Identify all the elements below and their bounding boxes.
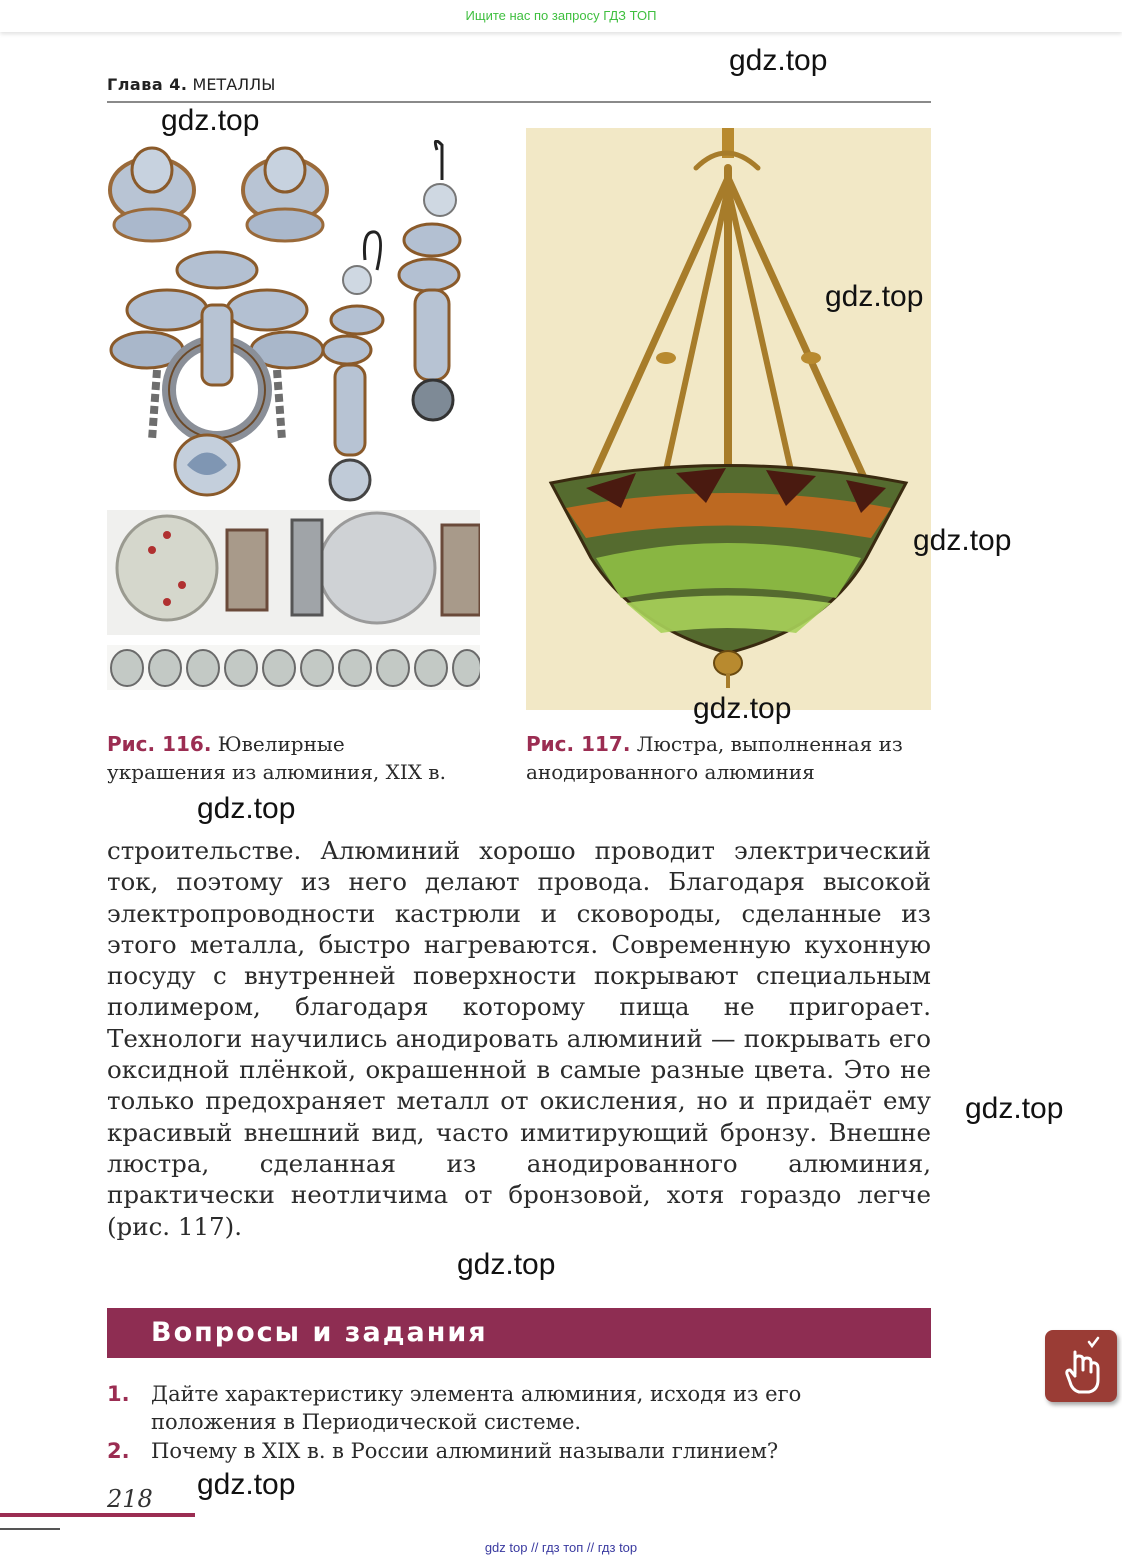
figure-116-caption-text: Ювелирные украшения из алюминия, XIX в.	[107, 732, 446, 784]
top-banner-text[interactable]: Ищите нас по запросу ГДЗ ТОП	[465, 8, 657, 23]
chapter-title: МЕТАЛЛЫ	[192, 75, 276, 94]
question-number: 1.	[107, 1382, 130, 1406]
watermark: gdz.top	[457, 1248, 556, 1281]
figure-117-caption-text: Люстра, выполненная из анодированного алюминия	[526, 732, 903, 784]
bracelet-large	[107, 510, 480, 635]
page-bottom-rule	[0, 1528, 60, 1530]
footer-links[interactable]: gdz top // гдз топ // гдз top	[484, 1540, 638, 1555]
watermark: gdz.top	[825, 280, 924, 313]
touch-hand-icon	[1045, 1330, 1117, 1402]
figure-117-number: Рис. 117.	[526, 732, 631, 756]
chapter-divider	[107, 101, 931, 103]
chapter-label: Глава 4.	[107, 75, 188, 94]
watermark: gdz.top	[197, 792, 296, 825]
question-text: Дайте характеристику элемента алюминия, исходя из его положения в Периодической системе.	[151, 1382, 802, 1434]
body-paragraph: строительстве. Алюминий хорошо проводит электрический ток, поэтому из него делают провода. Благодаря высокой электропроводности кастрюли и сковороды, сделанные из этого металла, быстро нагреваются. Современную кухонную посуду с внутренней поверхности покрывают специальным полимером, благодаря которому пища не пригорает. Технологи научились анодировать алюминий — покрывать его оксидной плёнкой, окрашенной в самые разные цвета. Это не только предохраняет металл от окисления, но и придаёт ему красивый внешний вид, часто имитирующий бронзу. Внешне люстра, сделанная из анодированного алюминия, практически неотличима от бронзовой, хотя гораздо легче (рис. 117).	[107, 836, 931, 1241]
page-number: 218	[107, 1485, 153, 1513]
watermark: gdz.top	[913, 524, 1012, 557]
watermark: gdz.top	[729, 44, 828, 77]
top-banner	[0, 0, 1122, 32]
bracelet-chain	[107, 645, 480, 690]
questions-header: Вопросы и задания	[151, 1317, 488, 1348]
watermark: gdz.top	[197, 1468, 296, 1501]
question-item	[107, 1437, 931, 1465]
question-text: Почему в XIX в. в России алюминий называли глинием?	[151, 1439, 779, 1463]
questions-header-band	[107, 1308, 931, 1358]
question-item	[107, 1380, 931, 1436]
figure-117-chandelier-image	[526, 128, 931, 710]
figure-116-number: Рис. 116.	[107, 732, 212, 756]
touch-mode-button[interactable]	[1045, 1330, 1117, 1402]
figure-117-caption	[526, 730, 931, 786]
page-number-rule	[0, 1513, 195, 1517]
watermark: gdz.top	[965, 1092, 1064, 1125]
watermark: gdz.top	[161, 104, 260, 137]
chapter-header	[107, 75, 275, 94]
figure-116-jewelry-image	[107, 140, 480, 710]
figure-116-caption	[107, 730, 467, 786]
question-number: 2.	[107, 1439, 130, 1463]
watermark: gdz.top	[693, 692, 792, 725]
